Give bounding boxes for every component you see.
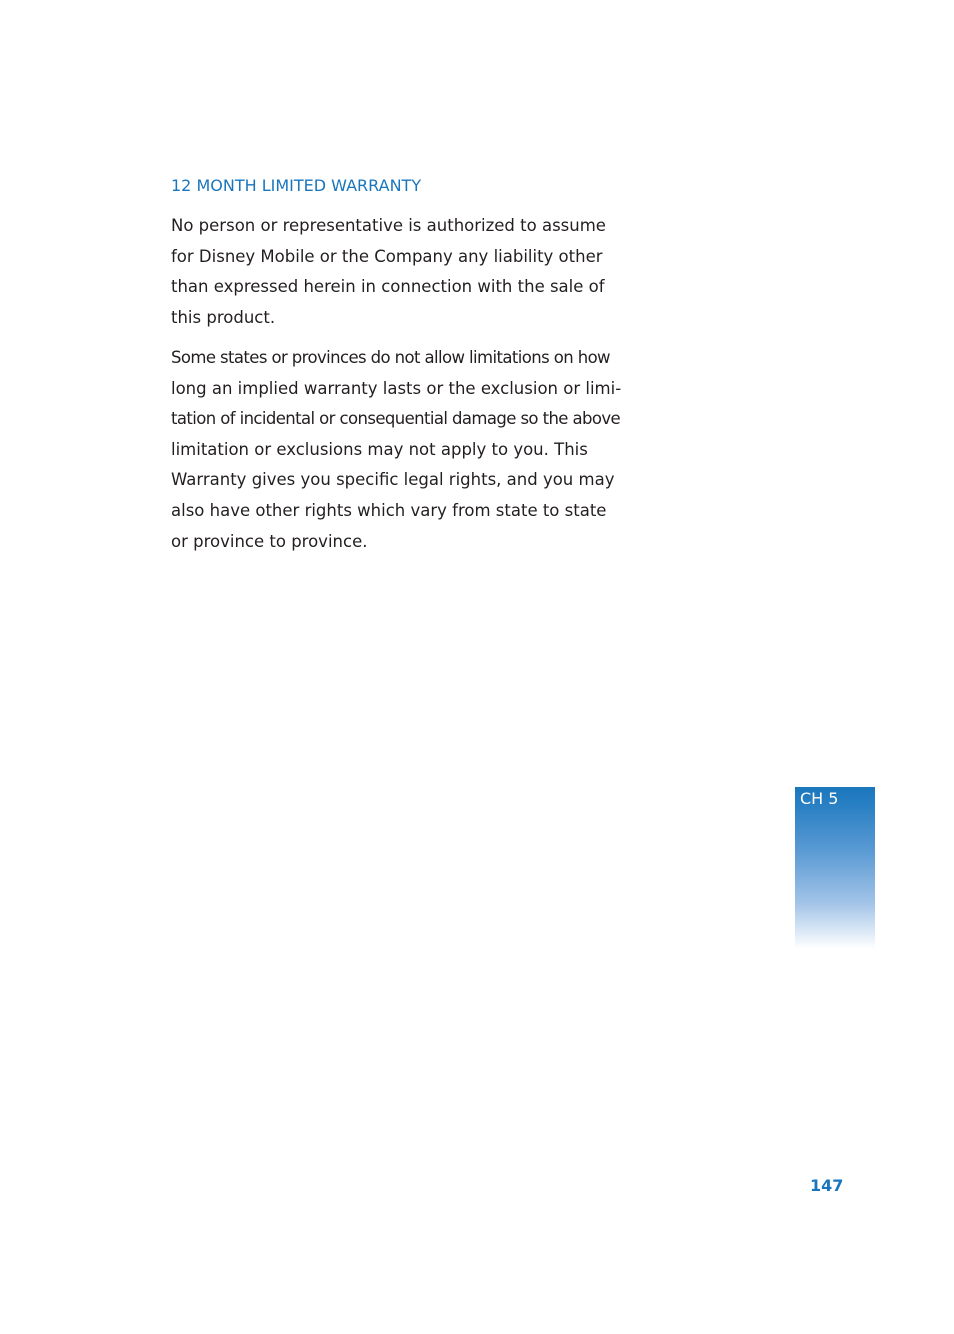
page-number: 147: [810, 1176, 844, 1195]
text-line: Some states or provinces do not allow limitations on how: [171, 348, 610, 367]
paragraph-state-rights: [171, 343, 621, 557]
text-line: Warranty gives you specific legal rights, and you may: [171, 470, 615, 490]
section-heading: 12 MONTH LIMITED WARRANTY: [171, 176, 422, 195]
text-line: tation of incidental or consequential damage so the above: [171, 409, 621, 429]
chapter-label: CH 5: [800, 789, 839, 808]
text-line: this product.: [171, 307, 276, 327]
chapter-tab: [795, 787, 875, 949]
paragraph-liability: [171, 211, 621, 333]
text-line: No person or representative is authorized to assume: [171, 216, 606, 235]
text-line: limitation or exclusions may not apply to you. This: [171, 439, 588, 459]
text-line: than expressed herein in connection with the sale of: [171, 277, 605, 297]
text-line: or province to province.: [171, 531, 368, 551]
text-line: for Disney Mobile or the Company any liability other: [171, 246, 603, 266]
text-line: also have other rights which vary from state to state: [171, 500, 607, 520]
text-line: long an implied warranty lasts or the exclusion or limi-: [171, 378, 622, 398]
